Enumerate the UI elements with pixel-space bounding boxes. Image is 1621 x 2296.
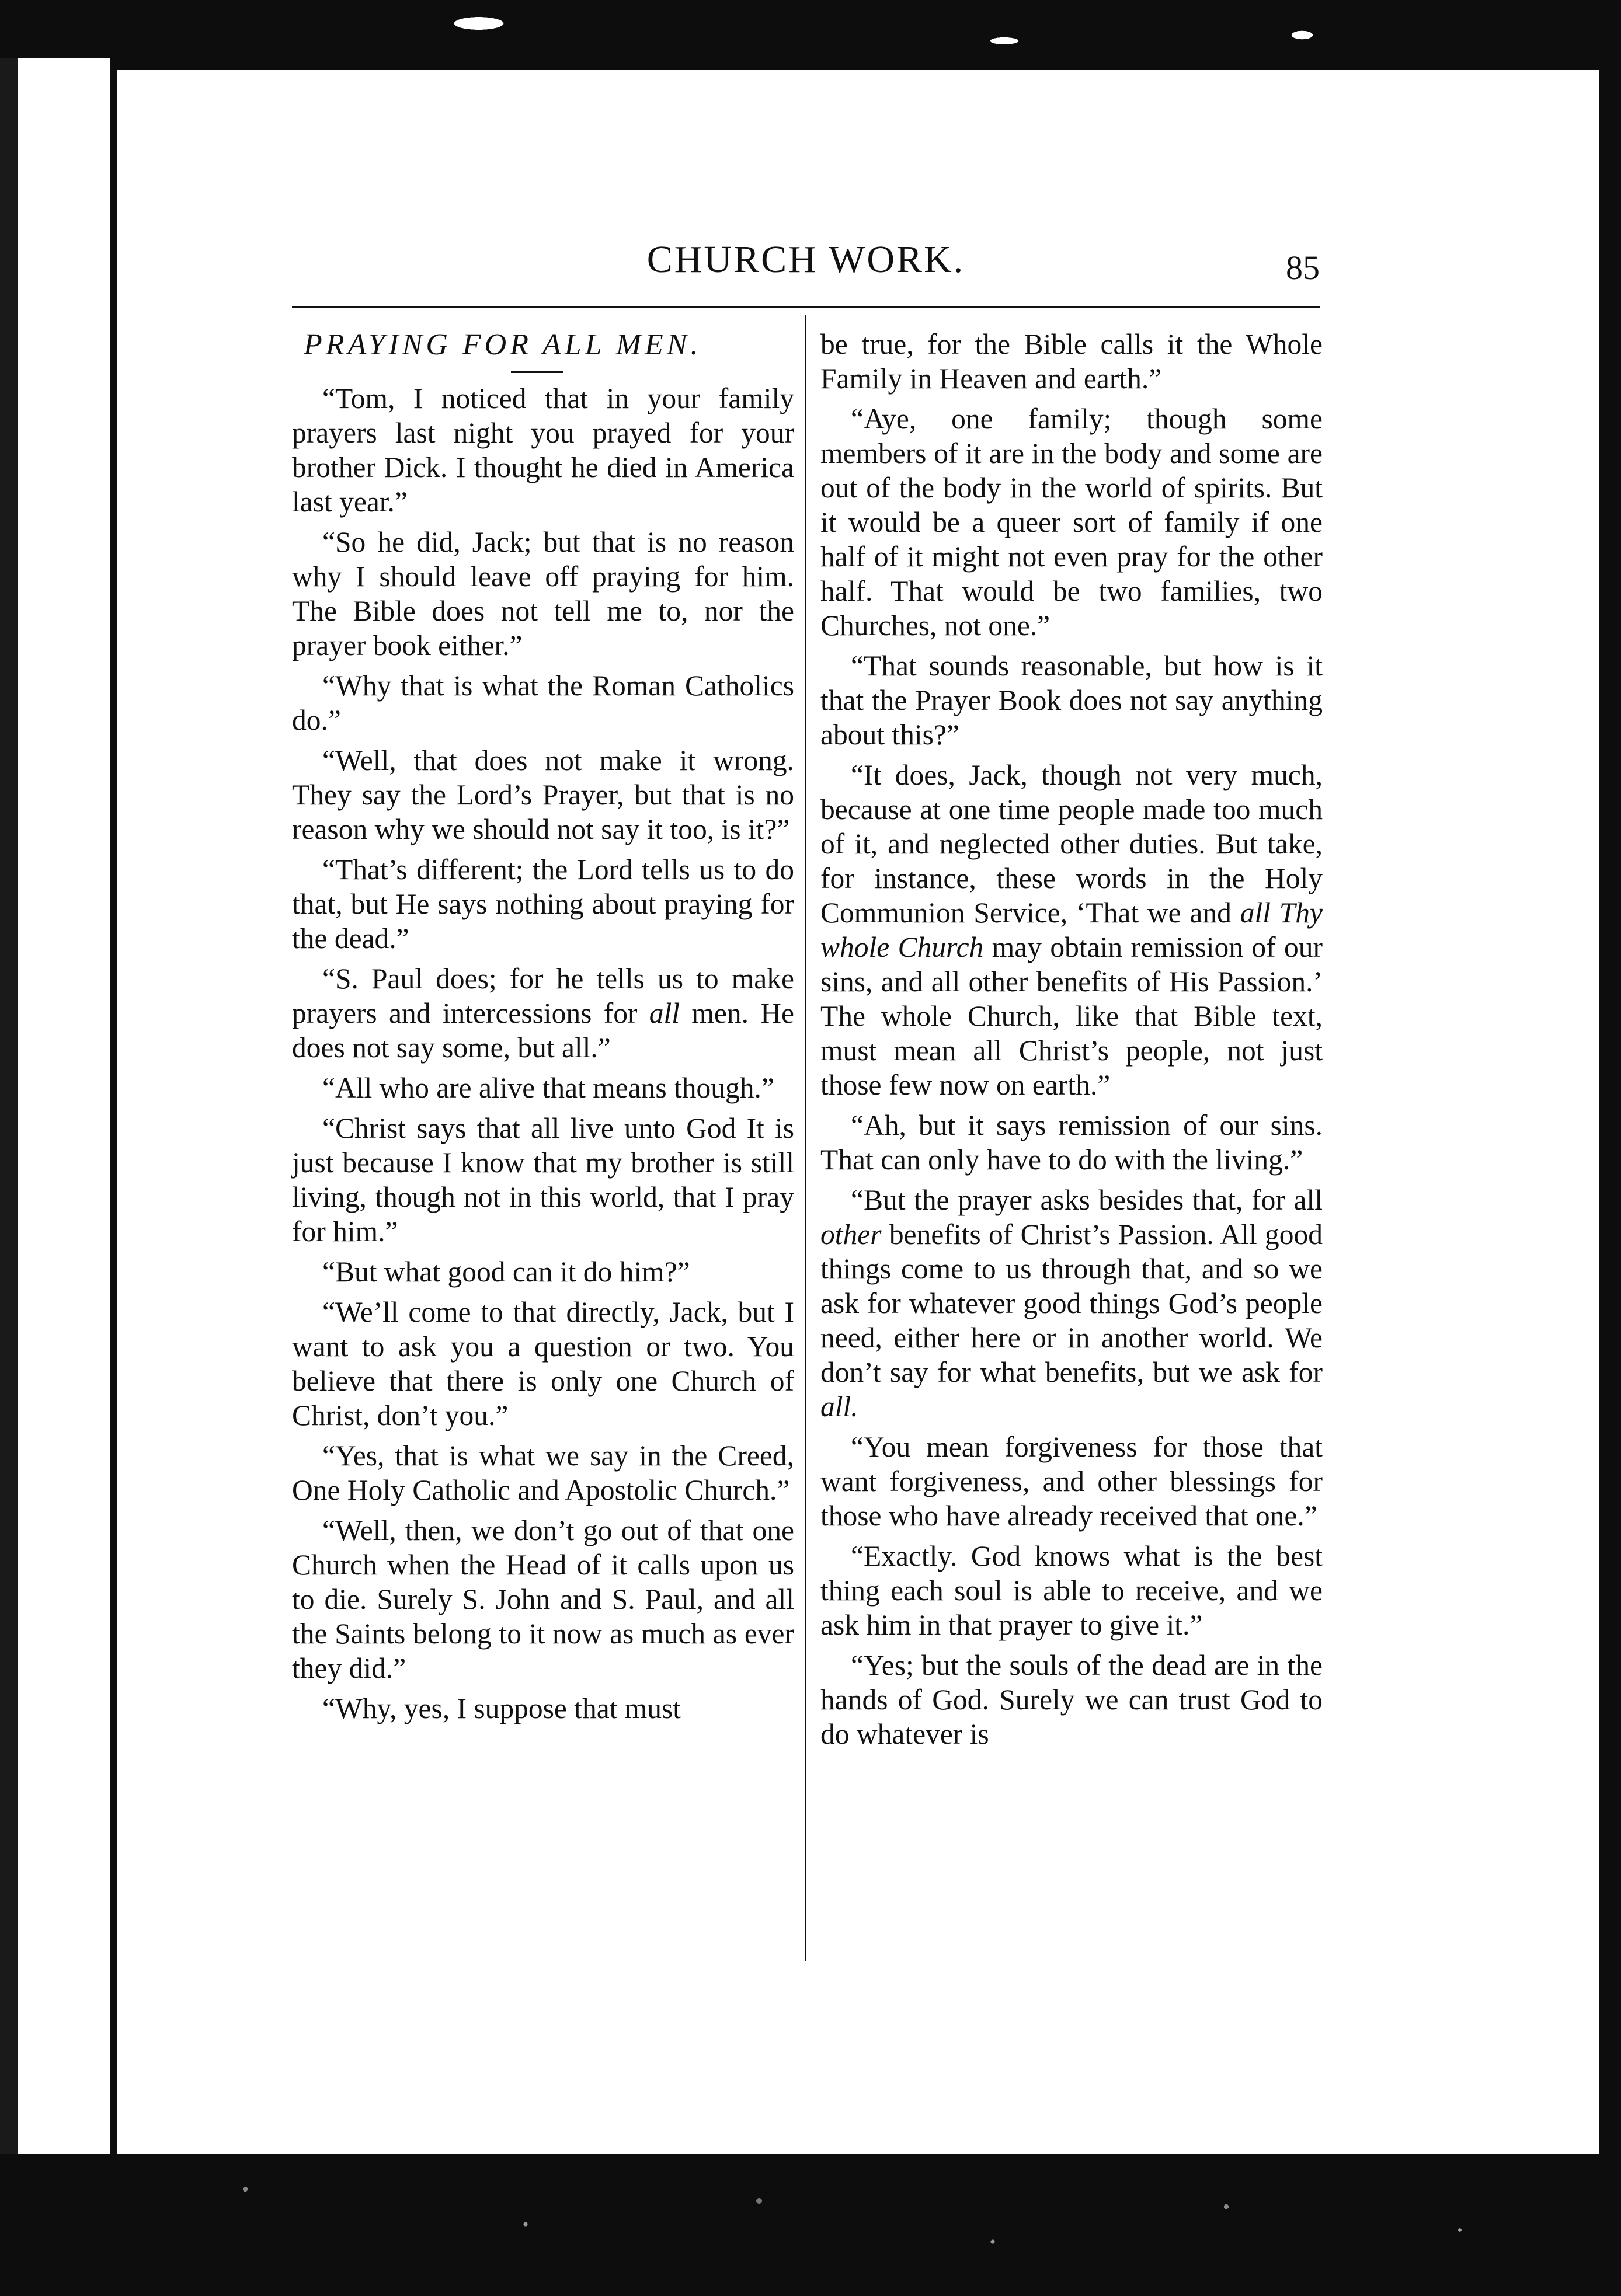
scan-border-left bbox=[0, 58, 117, 2296]
paragraph: “Exactly. God knows what is the best thing each soul is able to receive, and we ask him in that prayer to give it.” bbox=[820, 1540, 1323, 1641]
paragraph bbox=[292, 961, 794, 1065]
title-separator bbox=[511, 371, 563, 373]
paragraph: “Tom, I noticed that in your family prayers last night you prayed for your brother Dick. I thought he died in America last year.” bbox=[292, 382, 794, 518]
italic-text: all. bbox=[820, 1391, 858, 1423]
page-number: 85 bbox=[1286, 249, 1320, 287]
text-run: “S. Paul does; for he tells us to make prayers and intercessions for bbox=[292, 963, 794, 1029]
right-column bbox=[820, 327, 1323, 1757]
text-run: “It does, Jack, though not very much, because at one time people made too much of it, and neglected other duties. But take, for instance, these words in the Holy Communion Service, ‘That we and bbox=[820, 759, 1323, 929]
paragraph: “Aye, one family; though some members of it are in the body and some are out of the body in the world of spirits. But it would be a queer sort of family if one half of it might not even pray for the other half. That would be two families, two Churches, not one.” bbox=[820, 403, 1323, 642]
scan-border-top bbox=[0, 0, 1621, 70]
scan-border-right bbox=[1599, 58, 1621, 2296]
paragraph bbox=[820, 1183, 1323, 1424]
paragraph: “So he did, Jack; but that is no reason why I should leave off praying for him. The Bible does not tell me to, nor the prayer book either.” bbox=[292, 526, 794, 661]
paragraph: “Well, then, we don’t go out of that one Church when the Head of it calls upon us to die. Surely S. John and S. Paul, and all the Saints belong to it now as much as ever they did.” bbox=[292, 1514, 794, 1684]
running-title: CHURCH WORK. bbox=[646, 238, 965, 281]
paragraph: “Well, that does not make it wrong. They say the Lord’s Prayer, but that is no reason why we should not say it too, is it?” bbox=[292, 744, 794, 845]
paragraph: “Yes; but the souls of the dead are in the hands of God. Surely we can trust God to do whatever is bbox=[820, 1649, 1323, 1750]
left-column bbox=[292, 327, 794, 1731]
paragraph bbox=[820, 758, 1323, 1102]
text-run: may obtain remission of our sins, and all other benefits of His Passion.’ The whole Church, like that Bible text, must mean all Christ’s people, not just those few now on earth.” bbox=[820, 931, 1323, 1101]
paragraph: “Why that is what the Roman Catholics do.” bbox=[292, 670, 794, 736]
italic-text: other bbox=[820, 1218, 882, 1250]
paragraph: “Yes, that is what we say in the Creed, One Holy Catholic and Apostolic Church.” bbox=[292, 1440, 794, 1506]
paragraph: “Ah, but it says remission of our sins. That can only have to do with the living.” bbox=[820, 1109, 1323, 1176]
text-run: “But the prayer asks besides that, for all bbox=[851, 1184, 1323, 1216]
paragraph: “We’ll come to that directly, Jack, but I want to ask you a question or two. You believe that there is only one Church of Christ, don’t you.” bbox=[292, 1296, 794, 1431]
paragraph: “That sounds reasonable, but how is it that the Prayer Book does not say anything about this?” bbox=[820, 650, 1323, 751]
article-title: PRAYING FOR ALL MEN. bbox=[304, 328, 702, 361]
italic-text: all bbox=[649, 997, 680, 1029]
scan-border-bottom bbox=[0, 2154, 1621, 2296]
paragraph: “Christ says that all live unto God It is just because I know that my brother is still living, though not in this world, that I pray for him.” bbox=[292, 1112, 794, 1248]
italic-text: all Thy whole Church bbox=[820, 897, 1323, 963]
page-header bbox=[292, 236, 1320, 308]
paragraph: “Why, yes, I suppose that must bbox=[322, 1692, 681, 1724]
paragraph: “You mean forgiveness for those that want forgiveness, and other blessings for those who have already received that one.” bbox=[820, 1431, 1323, 1532]
text-run: benefits of Christ’s Passion. All good things come to us through that, and so we ask for whatever good things God’s people need, either here or in another world. We don’t say for what benefits, but we ask for bbox=[820, 1218, 1323, 1388]
paragraph: “But what good can it do him?” bbox=[322, 1256, 690, 1288]
paragraph: be true, for the Bible calls it the Whole Family in Heaven and earth.” bbox=[820, 328, 1323, 395]
scan-edge-left bbox=[0, 58, 18, 2296]
paragraph: “All who are alive that means though.” bbox=[322, 1072, 774, 1104]
text-run: men. He does not say some, but all.” bbox=[292, 997, 794, 1064]
column-divider bbox=[805, 315, 806, 1961]
paragraph: “That’s different; the Lord tells us to do that, but He says nothing about praying for the dead.” bbox=[292, 853, 794, 954]
